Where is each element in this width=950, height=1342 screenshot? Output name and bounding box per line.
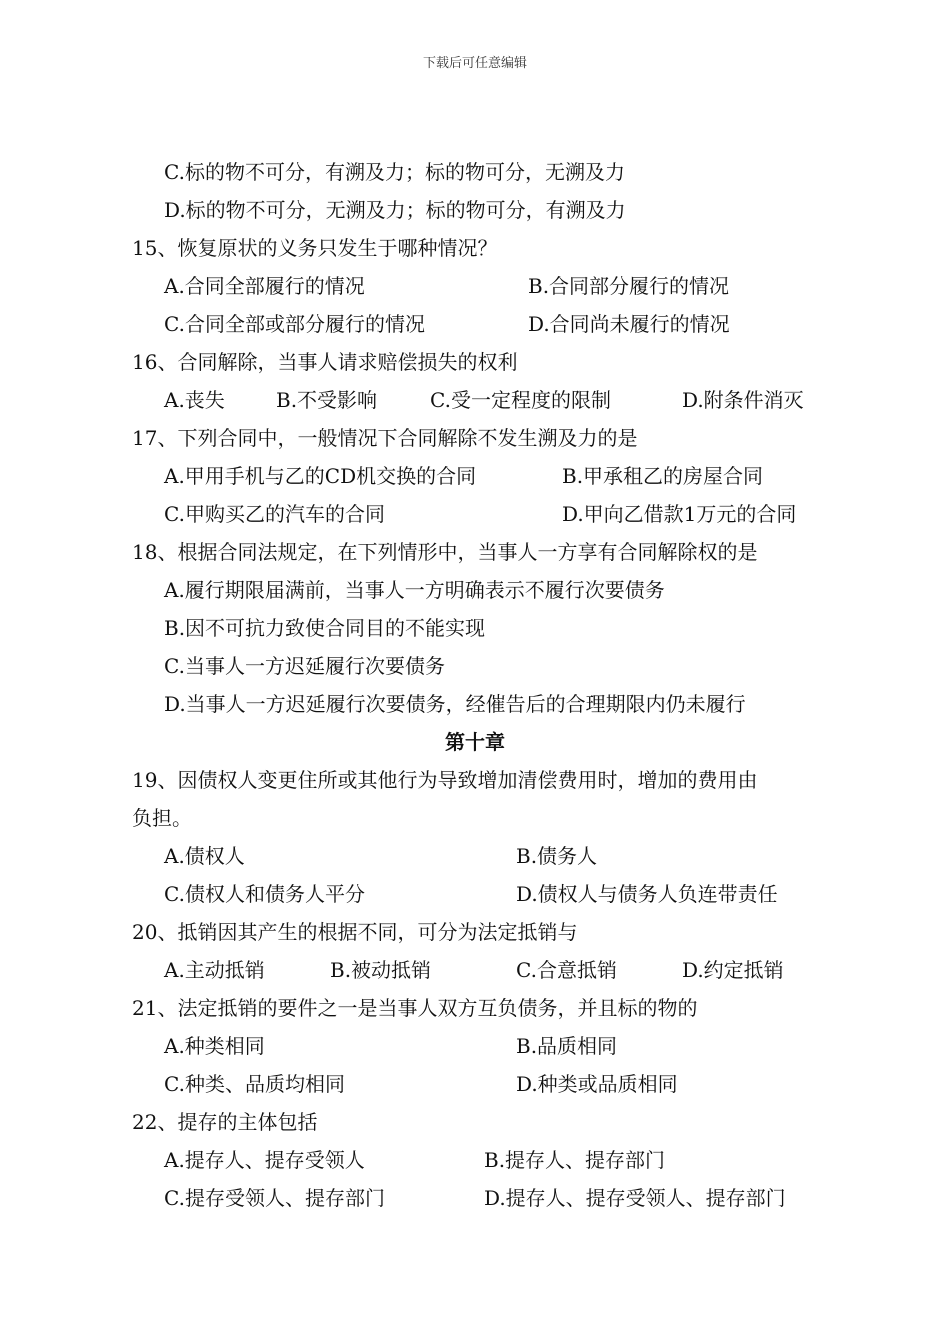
q21-option-c: C.种类、品质均相同 [164, 1072, 345, 1096]
question-20: 20、抵销因其产生的根据不同，可分为法定抵销与 [132, 920, 578, 944]
q16-option-c: C.受一定程度的限制 [430, 388, 611, 412]
q20-option-d: D.约定抵销 [682, 958, 784, 982]
q16-option-b: B.不受影响 [276, 388, 378, 412]
question-17: 17、下列合同中，一般情况下合同解除不发生溯及力的是 [132, 426, 638, 450]
q21-option-a: A.种类相同 [164, 1034, 265, 1058]
q19-option-a: A.债权人 [164, 844, 245, 868]
question-19-continued: 负担。 [132, 806, 192, 830]
q18-option-d: D.当事人一方迟延履行次要债务，经催告后的合理期限内仍未履行 [164, 692, 746, 716]
q18-option-b: B.因不可抗力致使合同目的不能实现 [164, 616, 486, 640]
q22-option-a: A.提存人、提存受领人 [164, 1148, 365, 1172]
question-21: 21、法定抵销的要件之一是当事人双方互负债务，并且标的物的 [132, 996, 698, 1020]
q17-option-c: C.甲购买乙的汽车的合同 [164, 502, 385, 526]
q17-option-d: D.甲向乙借款1万元的合同 [562, 502, 797, 526]
q20-option-b: B.被动抵销 [330, 958, 432, 982]
option-d-prev: D.标的物不可分，无溯及力；标的物可分，有溯及力 [164, 198, 626, 222]
q22-option-b: B.提存人、提存部门 [484, 1148, 666, 1172]
q17-option-a: A.甲用手机与乙的CD机交换的合同 [164, 464, 477, 488]
question-22: 22、提存的主体包括 [132, 1110, 318, 1134]
q18-option-a: A.履行期限届满前，当事人一方明确表示不履行次要债务 [164, 578, 665, 602]
q20-option-a: A.主动抵销 [164, 958, 265, 982]
q20-option-c: C.合意抵销 [516, 958, 617, 982]
q21-option-d: D.种类或品质相同 [516, 1072, 678, 1096]
q21-option-b: B.品质相同 [516, 1034, 618, 1058]
q16-option-a: A.丧失 [164, 388, 225, 412]
q15-option-d: D.合同尚未履行的情况 [528, 312, 730, 336]
question-18: 18、根据合同法规定，在下列情形中，当事人一方享有合同解除权的是 [132, 540, 758, 564]
q19-option-d: D.债权人与债务人负连带责任 [516, 882, 778, 906]
q15-option-b: B.合同部分履行的情况 [528, 274, 730, 298]
chapter-heading: 第十章 [445, 730, 505, 754]
q22-option-c: C.提存受领人、提存部门 [164, 1186, 385, 1210]
q18-option-c: C.当事人一方迟延履行次要债务 [164, 654, 445, 678]
q22-option-d: D.提存人、提存受领人、提存部门 [484, 1186, 786, 1210]
page-header: 下载后可任意编辑 [422, 56, 527, 71]
question-16: 16、合同解除，当事人请求赔偿损失的权利 [132, 350, 518, 374]
q19-option-c: C.债权人和债务人平分 [164, 882, 365, 906]
q19-option-b: B.债务人 [516, 844, 598, 868]
q17-option-b: B.甲承租乙的房屋合同 [562, 464, 764, 488]
q15-option-a: A.合同全部履行的情况 [164, 274, 365, 298]
q16-option-d: D.附条件消灭 [682, 388, 804, 412]
option-c-prev: C.标的物不可分，有溯及力；标的物可分，无溯及力 [164, 160, 625, 184]
question-15: 15、恢复原状的义务只发生于哪种情况？ [132, 236, 498, 260]
q15-option-c: C.合同全部或部分履行的情况 [164, 312, 425, 336]
question-19: 19、因债权人变更住所或其他行为导致增加清偿费用时，增加的费用由 [132, 768, 758, 792]
